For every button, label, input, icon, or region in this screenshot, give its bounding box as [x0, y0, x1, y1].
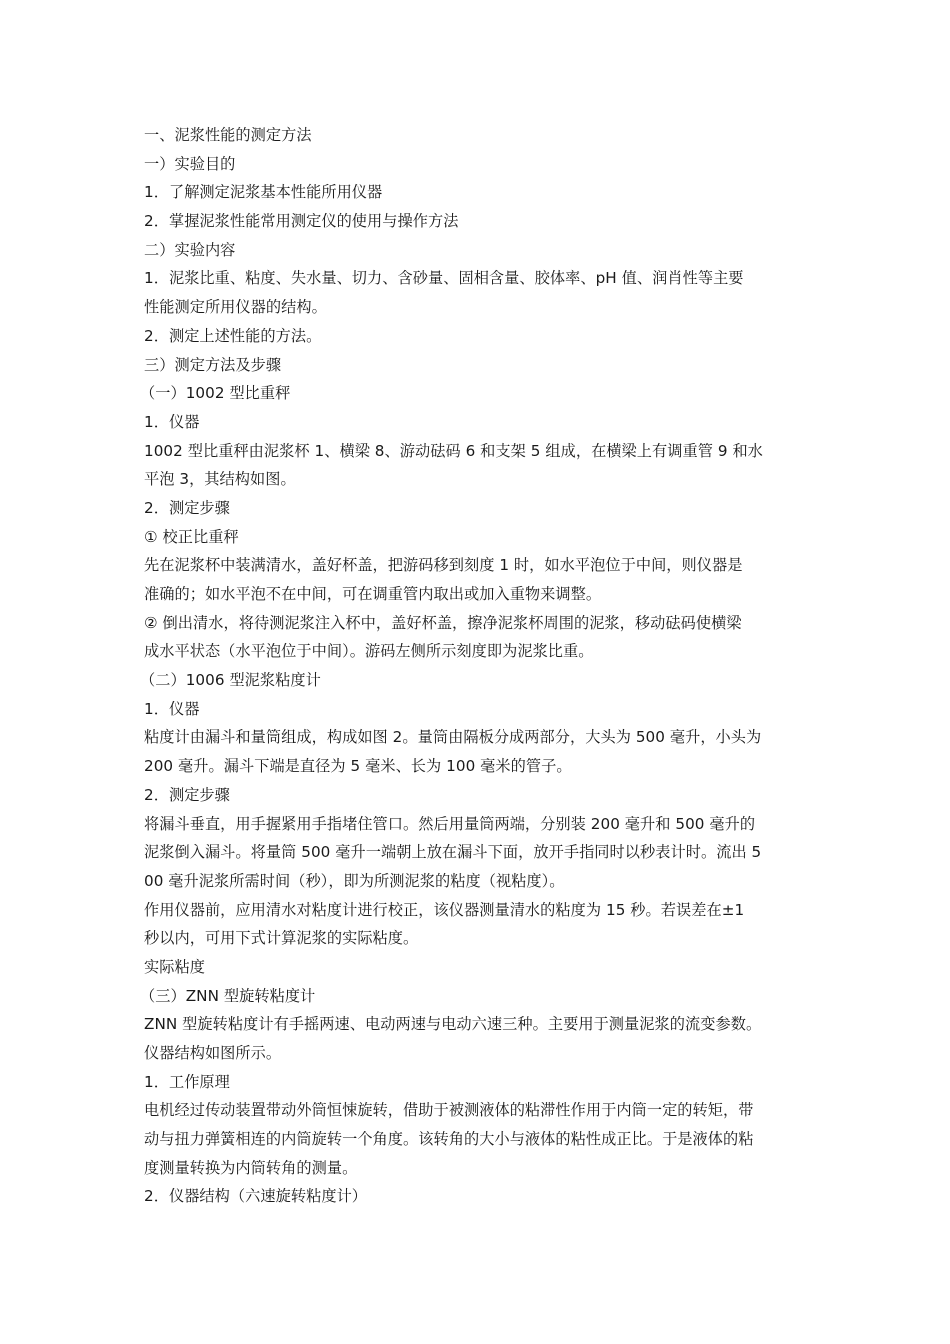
subsection-heading: 三）测定方法及步骤 [144, 355, 282, 374]
paragraph-line: 粘度计由漏斗和量筒组成，构成如图 2。量筒由隔板分成两部分，大头为 500 毫升，小头为 [144, 728, 762, 747]
paragraph-line: 度测量转换为内筒转角的测量。 [144, 1158, 358, 1177]
subsection-heading: （三）ZNN 型旋转粘度计 [140, 986, 316, 1005]
paragraph-line: 先在泥浆杯中装满清水，盖好杯盖，把游码移到刻度 1 时，如水平泡位于中间，则仪器是 [144, 556, 743, 575]
list-item: 1．工作原理 [144, 1072, 230, 1091]
subsection-heading: 一）实验目的 [144, 154, 236, 173]
list-item: 1．了解测定泥浆基本性能所用仪器 [144, 183, 383, 202]
list-item: 2．测定上述性能的方法。 [144, 326, 322, 345]
subsection-heading: （二）1006 型泥浆粘度计 [140, 671, 321, 690]
subsection-heading: （一）1002 型比重秤 [140, 384, 291, 403]
paragraph-line: 成水平状态（水平泡位于中间）。游码左侧所示刻度即为泥浆比重。 [144, 642, 594, 661]
subsection-heading: 二）实验内容 [144, 240, 236, 259]
list-item: 2．测定步骤 [144, 785, 230, 804]
paragraph-line: ZNN 型旋转粘度计有手摇两速、电动两速与电动六速三种。主要用于测量泥浆的流变参数。 [144, 1015, 762, 1034]
paragraph-line: 秒以内，可用下式计算泥浆的实际粘度。 [144, 929, 419, 948]
paragraph-line: 性能测定所用仪器的结构。 [144, 298, 327, 317]
paragraph-line: 作用仪器前，应用清水对粘度计进行校正，该仪器测量清水的粘度为 15 秒。若误差在±1 [144, 900, 745, 919]
paragraph-line: 1002 型比重秤由泥浆杯 1、横梁 8、游动砝码 6 和支架 5 组成，在横梁上有调重管 9 和水 [144, 441, 763, 460]
list-item: 2．掌握泥浆性能常用测定仪的使用与操作方法 [144, 212, 459, 231]
paragraph-line: 动与扭力弹簧相连的内筒旋转一个角度。该转角的大小与液体的粘性成正比。于是液体的粘 [144, 1130, 754, 1149]
paragraph-line: 泥浆倒入漏斗。将量筒 500 毫升一端朝上放在漏斗下面，放开手指同时以秒表计时。流出 5 [144, 843, 762, 862]
section-heading: 一、泥浆性能的测定方法 [144, 126, 312, 144]
list-item: 1．泥浆比重、粘度、失水量、切力、含砂量、固相含量、胶体率、pH 值、润肖性等主要 [144, 269, 744, 288]
list-item: 2．仪器结构（六速旋转粘度计） [144, 1187, 368, 1206]
list-item: 2．测定步骤 [144, 498, 230, 517]
paragraph-line: 实际粘度 [144, 957, 205, 976]
paragraph-line: 平泡 3，其结构如图。 [144, 470, 296, 489]
list-item: 1．仪器 [144, 412, 200, 431]
paragraph-line: 仪器结构如图所示。 [144, 1044, 282, 1062]
list-item: 1．仪器 [144, 699, 200, 718]
document-body [140, 121, 810, 1211]
step-heading: ① 校正比重秤 [144, 527, 239, 546]
paragraph-line: 将漏斗垂直，用手握紧用手指堵住管口。然后用量筒两端，分别装 200 毫升和 500 毫升的 [144, 814, 756, 833]
paragraph-line: 00 毫升泥浆所需时间（秒），即为所测泥浆的粘度（视粘度）。 [144, 871, 565, 890]
paragraph-line: 200 毫升。漏斗下端是直径为 5 毫米、长为 100 毫米的管子。 [144, 757, 572, 776]
paragraph-line: 准确的；如水平泡不在中间，可在调重管内取出或加入重物来调整。 [144, 585, 602, 603]
paragraph-line: 电机经过传动装置带动外筒恒悚旋转，借助于被测液体的粘滞性作用于内筒一定的转矩，带 [144, 1101, 754, 1120]
paragraph-line: ② 倒出清水，将待测泥浆注入杯中，盖好杯盖，擦净泥浆杯周围的泥浆，移动砝码使横梁 [144, 613, 742, 632]
